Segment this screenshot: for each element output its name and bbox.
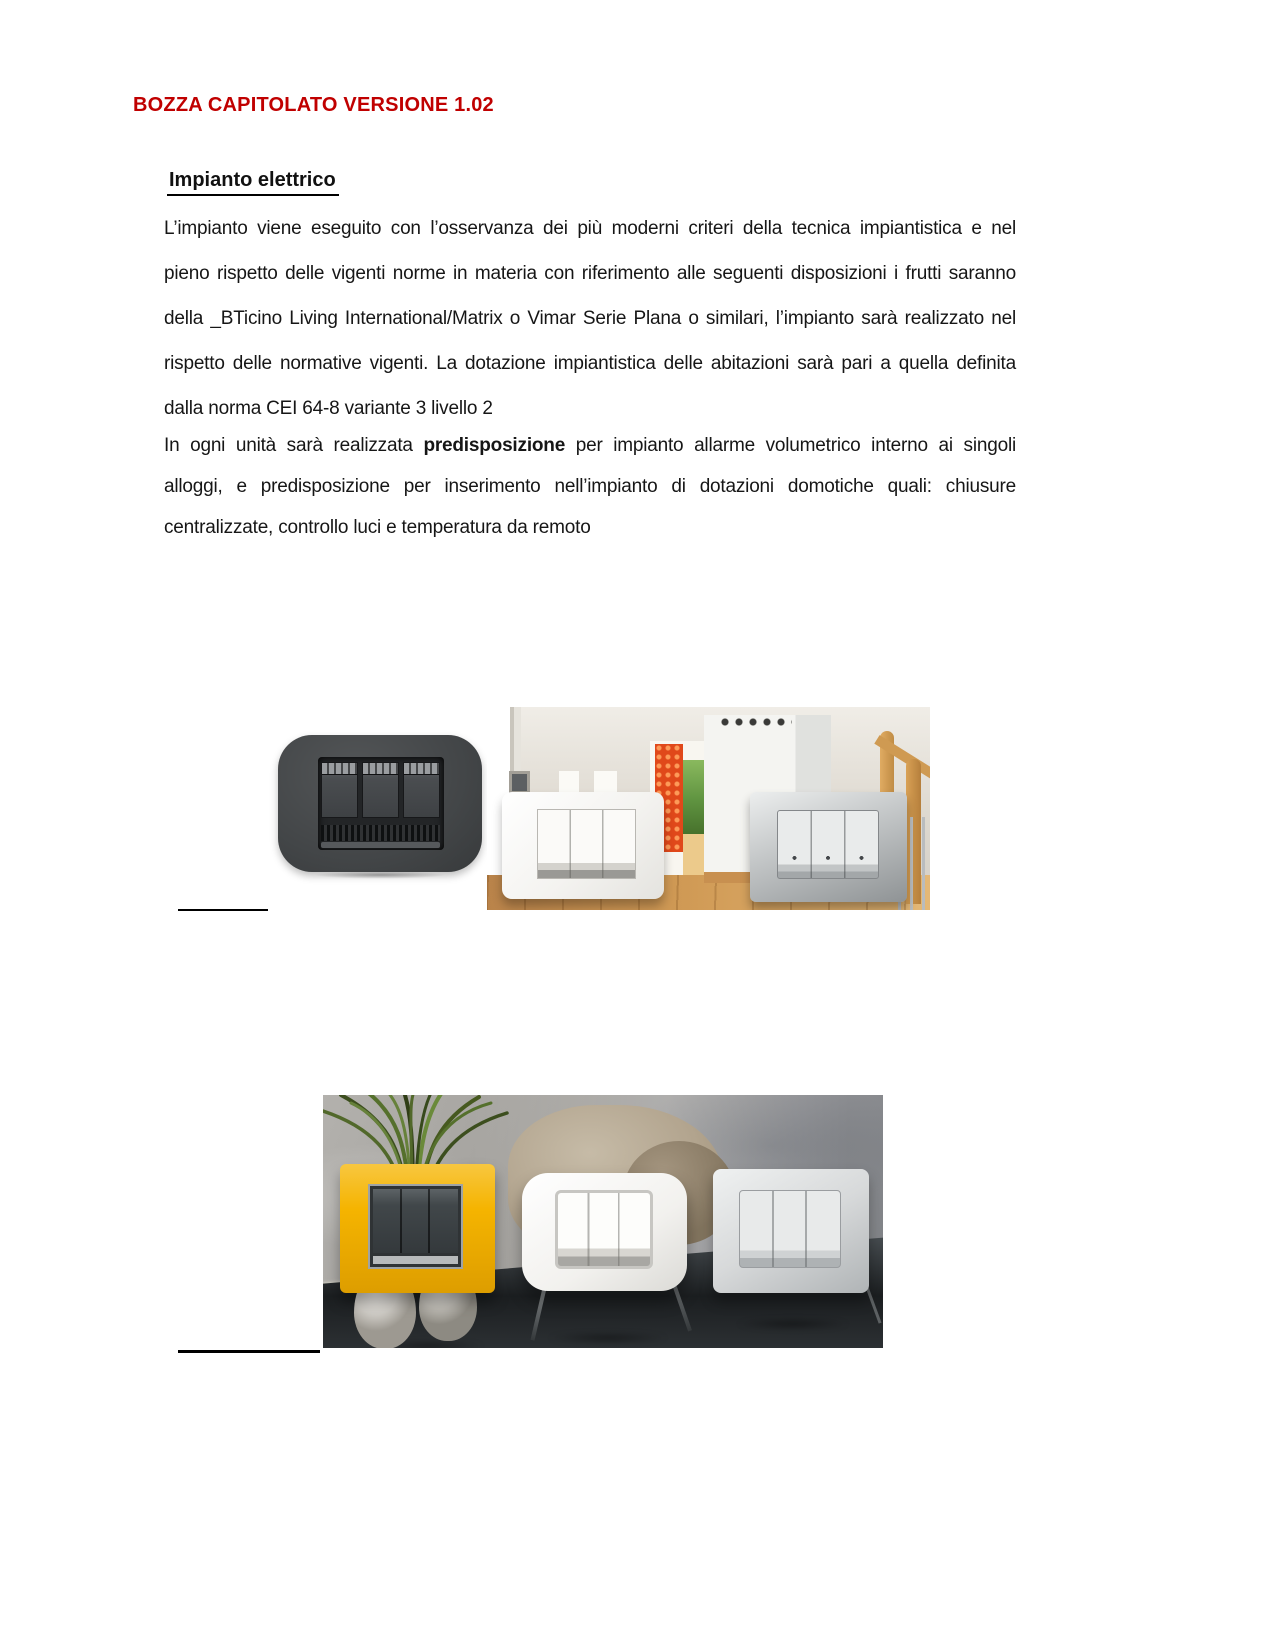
rocker-cap	[404, 763, 439, 775]
para2-line-1	[164, 425, 1016, 466]
silver-plate-rockers	[777, 810, 879, 879]
dark-plate-bottom-bar	[321, 842, 440, 848]
reflection-white-plate	[528, 1331, 688, 1345]
white-switch-plate-2	[522, 1173, 687, 1291]
dark-plate-recess	[318, 757, 444, 850]
para1-line-2: pieno rispetto delle vigenti norme in materia con riferimento alle seguenti disposizioni i frutti saranno	[164, 263, 1016, 284]
dark-plate-rocker-2	[362, 762, 399, 818]
paragraph-impianto	[164, 206, 1016, 431]
figure1-dark-switch-plate-image	[278, 735, 482, 872]
doc-version-header: BOZZA CAPITOLATO VERSIONE 1.02	[133, 94, 494, 116]
para2-line1-pre: In ogni unità sarà realizzata	[164, 435, 424, 456]
small-wall-window	[509, 771, 530, 794]
yellow-plate-recess	[368, 1184, 463, 1269]
para1-line-1: L’impianto viene eseguito con l’osservanza dei più moderni criteri della tecnica impiantistica e nel	[164, 218, 1016, 239]
figure2-colour-plates-photo	[323, 1095, 883, 1348]
para2-line-3: centralizzate, controllo luci e temperatura da remoto	[164, 517, 591, 538]
para1-line-3: della _BTicino Living International/Matrix o Vimar Serie Plana o similari, l’impianto sarà realizzato nel	[164, 308, 1016, 329]
figure1-interior-room-photo	[487, 707, 930, 910]
dark-plate-grille	[321, 825, 440, 841]
rocker-cap	[322, 763, 357, 775]
dark-plate-shadow	[292, 870, 468, 880]
para2-bold-word: predisposizione	[423, 435, 566, 456]
dark-plate-rocker-1	[321, 762, 358, 818]
column-top-decor	[720, 717, 792, 726]
underscore-line-2	[178, 1350, 320, 1353]
yellow-switch-plate	[340, 1164, 495, 1293]
yellow-plate-rockers	[373, 1189, 458, 1253]
section-heading-text: Impianto elettrico	[167, 168, 339, 196]
paragraph-predisposizione	[164, 425, 1016, 548]
yellow-plate-bottom-bar	[373, 1256, 458, 1264]
silver-switch-plate-2	[713, 1169, 869, 1293]
dark-plate-rocker-3	[403, 762, 440, 818]
reflection-silver-plate	[718, 1317, 868, 1331]
underscore-line-1	[178, 909, 268, 911]
silver-plate-rockers-2	[739, 1190, 841, 1268]
white-switch-plate	[502, 792, 664, 899]
para1-line-4: rispetto delle normative vigenti. La dotazione impiantistica delle abitazioni sarà pari a quella definita	[164, 353, 1016, 374]
silver-switch-plate	[750, 792, 907, 902]
para2-line1-post: per impianto allarme volumetrico interno ai singoli	[565, 435, 1016, 456]
para2-line-2: alloggi, e predisposizione per inserimento nell’impianto di dotazioni domotiche quali: chiusure	[164, 476, 1016, 497]
section-heading	[167, 168, 339, 196]
white-plate-rockers	[537, 809, 636, 879]
white-plate-rockers-2	[555, 1190, 653, 1269]
rocker-cap	[363, 763, 398, 775]
para1-line-5: dalla norma CEI 64-8 variante 3 livello 2	[164, 398, 493, 419]
